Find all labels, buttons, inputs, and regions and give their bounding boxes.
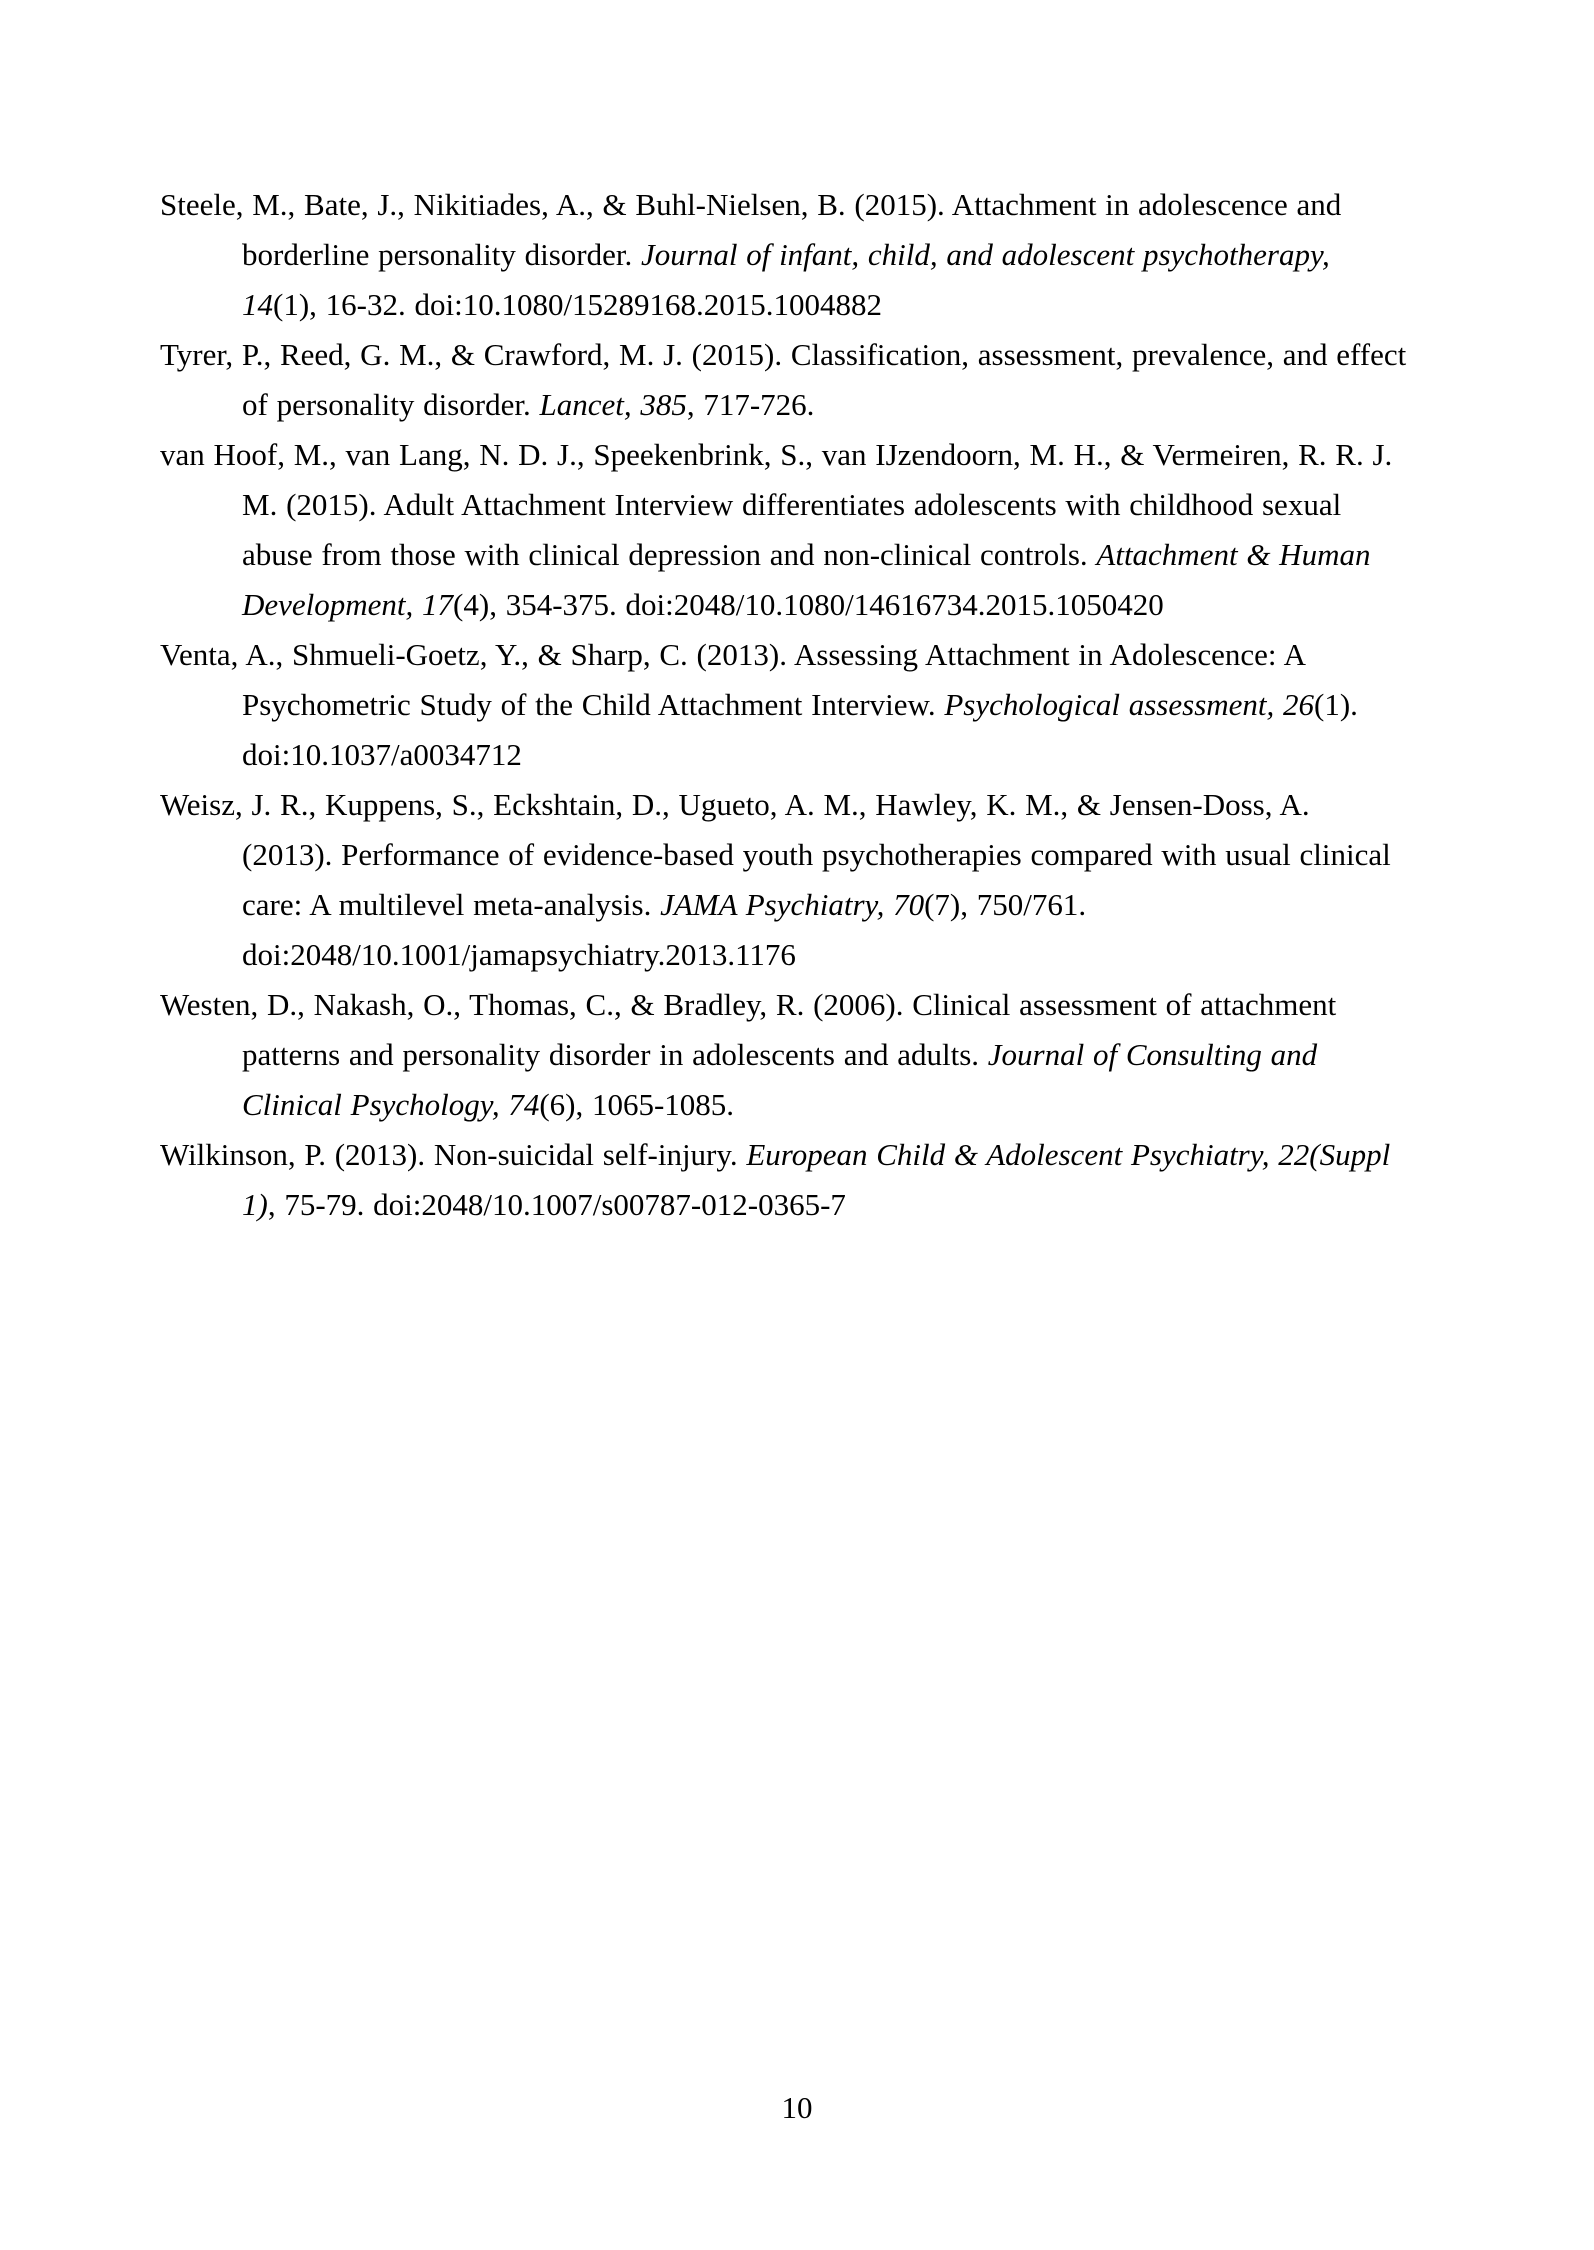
reference-text: Weisz, J. R., Kuppens, S., Eckshtain, D., Ugueto, A. M., Hawley, K. M., & Jensen-Doss, A. (2013). Performance of evidence-based youth psychotherapies compared with usual clinical care: A multilevel meta-analysis. [160, 787, 1391, 922]
reference-text: , 75-79. doi:2048/10.1007/s00787-012-0365-7 [267, 1187, 846, 1222]
reference-text: Tyrer, P., Reed, G. M., & Crawford, M. J. (2015). Classification, assessment, prevalence, and effect of personality disorder. [160, 337, 1407, 422]
journal-title: Lancet, 385 [539, 387, 687, 422]
journal-title: European Child & Adolescent Psychiatry, 22(Suppl 1) [242, 1137, 1391, 1222]
reference-text: Venta, A., Shmueli-Goetz, Y., & Sharp, C. (2013). Assessing Attachment in Adolescence: A Psychometric Study of the Child Attachment Interview. [160, 637, 1305, 722]
reference-text: (6), 1065-1085. [539, 1087, 735, 1122]
reference-entry [160, 630, 1408, 780]
journal-title: Psychological assessment, 26 [944, 687, 1315, 722]
reference-entry [160, 330, 1408, 430]
journal-title: Journal of infant, child, and adolescent psychotherapy, 14 [242, 237, 1330, 322]
journal-title: Attachment & Human Development, 17 [242, 537, 1371, 622]
reference-text: van Hoof, M., van Lang, N. D. J., Speekenbrink, S., van IJzendoorn, M. H., & Vermeiren, R. R. J. M. (2015). Adult Attachment Interview differentiates adolescents with childhood sexual abuse from those with clinical depression and non-clinical controls. [160, 437, 1393, 572]
reference-text: (7), 750/761. doi:2048/10.1001/jamapsychiatry.2013.1176 [242, 887, 1087, 972]
reference-text: Westen, D., Nakash, O., Thomas, C., & Bradley, R. (2006). Clinical assessment of attachment patterns and personality disorder in adolescents and adults. [160, 987, 1337, 1072]
reference-entry [160, 980, 1408, 1130]
journal-title: Journal of Consulting and Clinical Psychology, 74 [242, 1037, 1318, 1122]
reference-entry [160, 780, 1408, 980]
reference-entry [160, 180, 1408, 330]
reference-text: (1), 16-32. doi:10.1080/15289168.2015.1004882 [273, 287, 883, 322]
references-list [160, 180, 1408, 1230]
reference-text: (1). doi:10.1037/a0034712 [242, 687, 1358, 772]
reference-text: (4), 354-375. doi:2048/10.1080/14616734.2015.1050420 [453, 587, 1164, 622]
reference-text: , 717-726. [686, 387, 815, 422]
reference-text: Wilkinson, P. (2013). Non-suicidal self-injury. [160, 1137, 747, 1172]
reference-entry [160, 1130, 1408, 1230]
page-number: 10 [781, 2090, 813, 2125]
reference-entry [160, 430, 1408, 630]
journal-title: JAMA Psychiatry, 70 [660, 887, 925, 922]
reference-text: Steele, M., Bate, J., Nikitiades, A., & Buhl-Nielsen, B. (2015). Attachment in adolescence and borderline personality disorder. [160, 187, 1342, 272]
